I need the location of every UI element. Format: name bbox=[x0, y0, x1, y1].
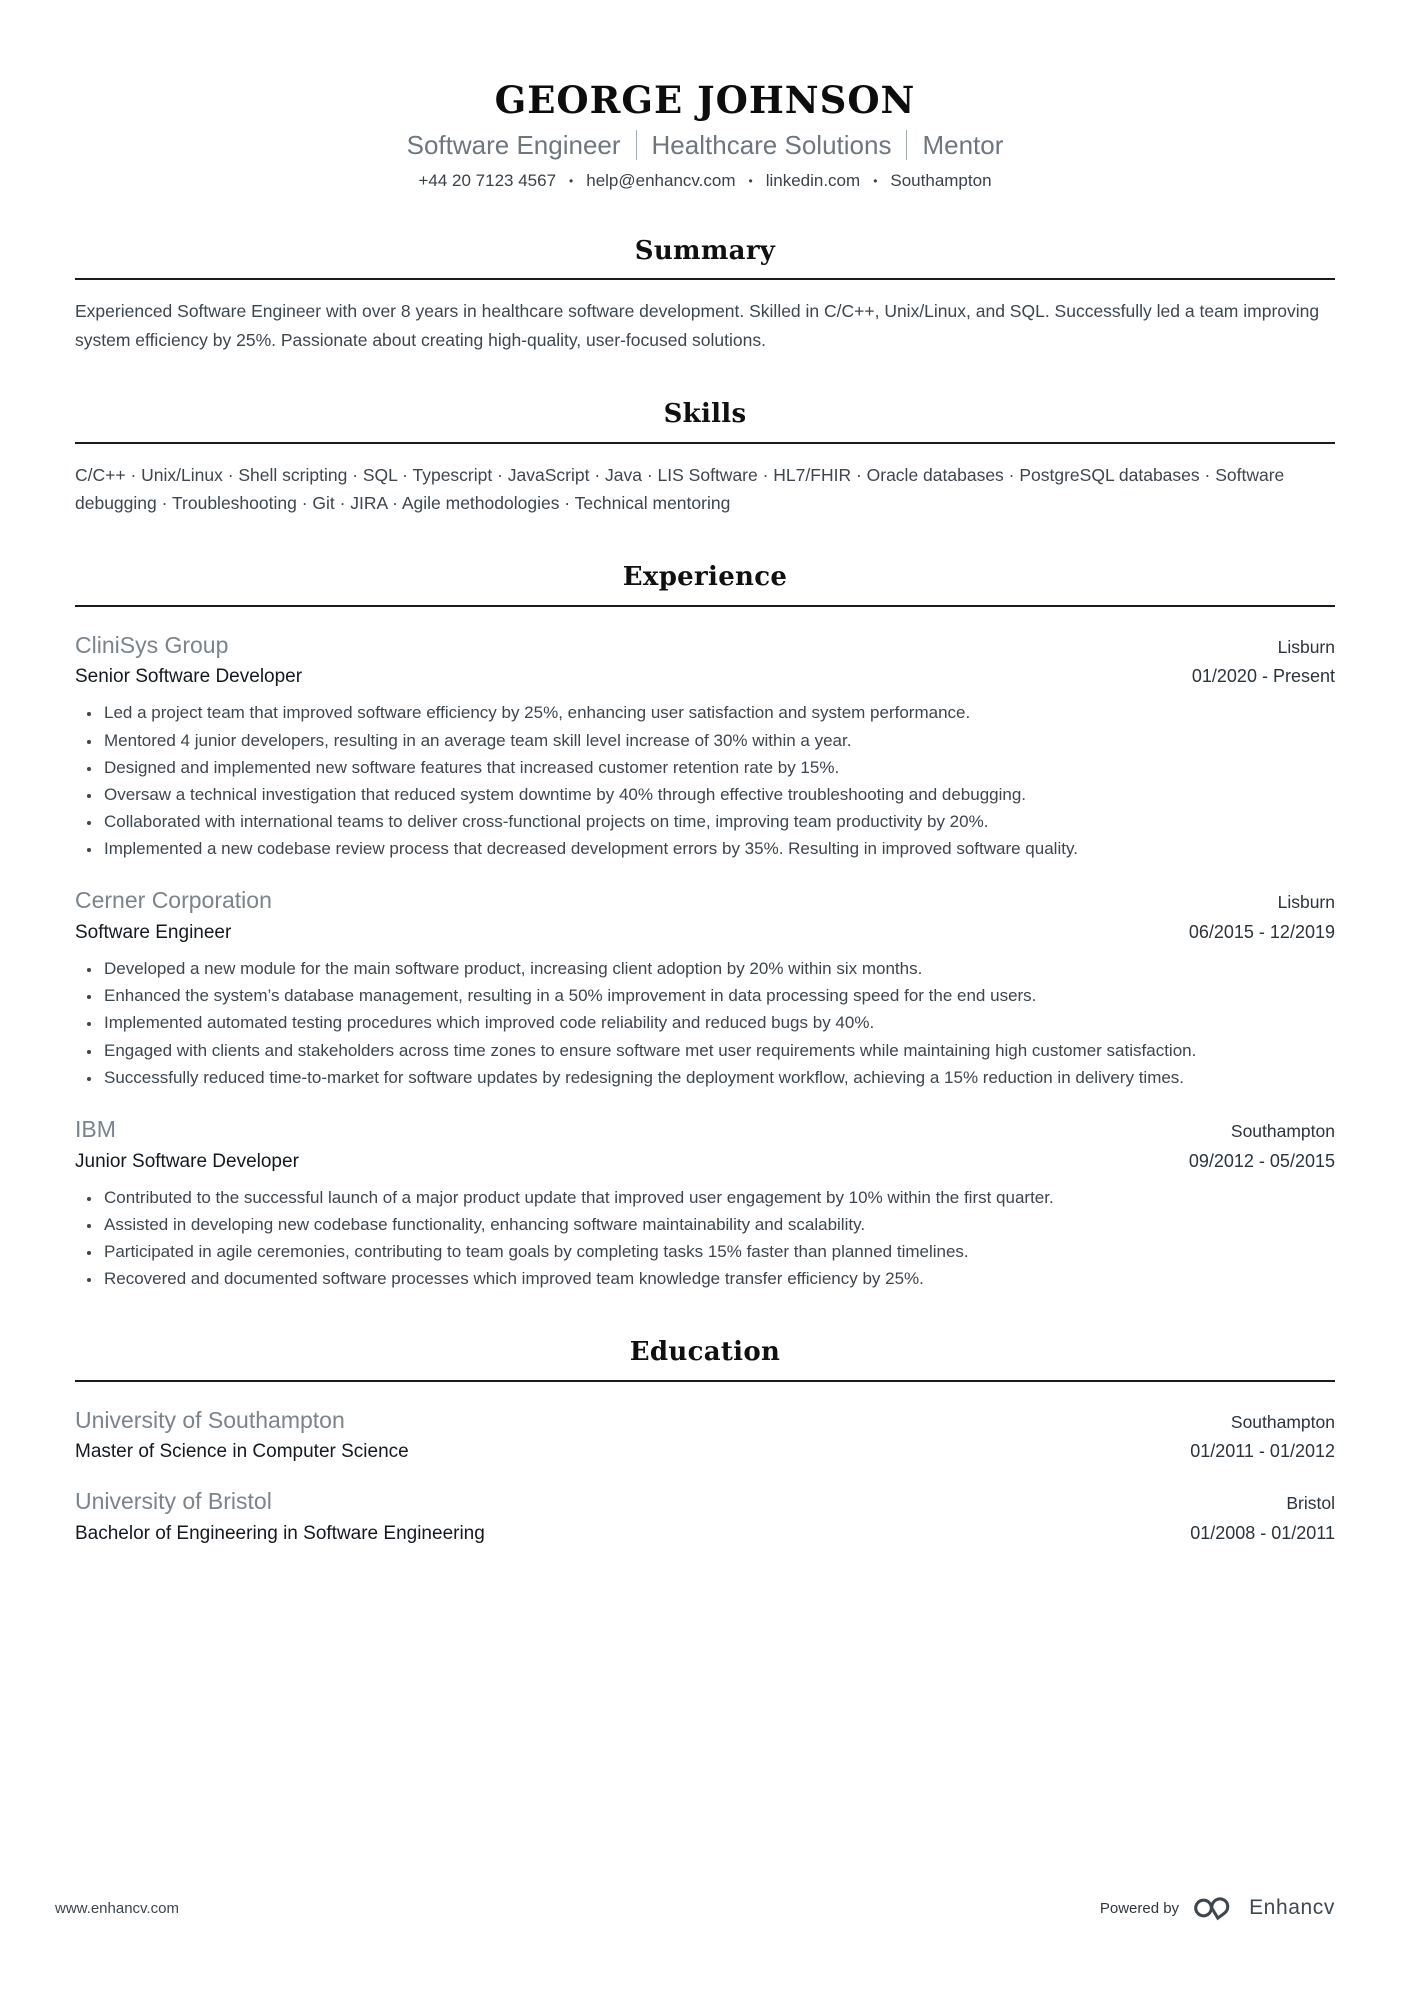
experience-bullet: • Participated in agile ceremonies, contributing to team goals by completing tasks 15% faster than planned timelines. bbox=[102, 1238, 1335, 1265]
job-role: Software Engineer bbox=[75, 922, 232, 944]
experience-bullet: • Designed and implemented new software features that increased customer retention rate by 15%. bbox=[102, 754, 1335, 781]
company-name: Cerner Corporation bbox=[75, 887, 272, 914]
experience-entry bbox=[75, 1116, 1335, 1292]
experience-bullet: • Oversaw a technical investigation that reduced system downtime by 40% through effective troubleshooting and debugging. bbox=[102, 781, 1335, 808]
section-rule bbox=[75, 605, 1335, 607]
experience-bullet: • Implemented automated testing procedures which improved code reliability and reduced bugs by 40%. bbox=[102, 1009, 1335, 1036]
company-location: Lisburn bbox=[1277, 636, 1335, 657]
page-footer bbox=[55, 1893, 1335, 1923]
company-name: CliniSys Group bbox=[75, 631, 229, 658]
job-dates: 01/2020 - Present bbox=[1191, 666, 1335, 687]
bullet-list bbox=[75, 955, 1335, 1091]
enhancv-brand-name: Enhancv bbox=[1249, 1896, 1335, 1919]
section-rule bbox=[75, 442, 1335, 444]
experience-bullet: • Developed a new module for the main software product, increasing client adoption by 20% within six months. bbox=[102, 955, 1335, 982]
skills-heading: Skills bbox=[663, 399, 747, 430]
experience-bullet: • Implemented a new codebase review process that decreased development errors by 35%. Resulting in improved software quality. bbox=[102, 835, 1335, 862]
bullet-separator: • bbox=[569, 173, 574, 188]
company-location: Southampton bbox=[1230, 1121, 1335, 1141]
bullet-list bbox=[75, 699, 1335, 862]
contact-phone[interactable]: +44 20 7123 4567 bbox=[418, 170, 557, 190]
experience-bullet: • Assisted in developing new codebase functionality, enhancing software maintainability and scalability. bbox=[102, 1211, 1335, 1238]
enhancv-url-link[interactable]: www.enhancv.com bbox=[55, 1899, 179, 1917]
contact-row bbox=[75, 171, 1335, 191]
title-part: Software Engineer bbox=[406, 129, 621, 160]
company-location: Lisburn bbox=[1277, 892, 1335, 913]
job-dates: 09/2012 - 05/2015 bbox=[1188, 1150, 1335, 1171]
experience-bullet: • Engaged with clients and stakeholders across time zones to ensure software met user requirements while maintaining high customer satisfaction. bbox=[102, 1037, 1335, 1064]
education-entry bbox=[75, 1407, 1335, 1464]
degree-dates: 01/2008 - 01/2011 bbox=[1190, 1523, 1335, 1544]
section-rule bbox=[75, 278, 1335, 280]
experience-entry bbox=[75, 632, 1335, 863]
degree-name: Bachelor of Engineering in Software Engineering bbox=[75, 1523, 485, 1545]
resume-header bbox=[75, 80, 1335, 191]
school-name: University of Southampton bbox=[75, 1406, 345, 1433]
experience-bullet: • Led a project team that improved software efficiency by 25%, enhancing user satisfaction and system performance. bbox=[102, 699, 1335, 726]
title-part: Mentor bbox=[922, 129, 1004, 160]
experience-bullet: • Successfully reduced time-to-market for software updates by redesigning the deployment workflow, achieving a 15% reduction in delivery times. bbox=[102, 1064, 1335, 1091]
skills-list: C/C++ · Unix/Linux · Shell scripting · SQL · Typescript · JavaScript · Java · LIS Software · HL7/FHIR · Oracle databases · PostgreSQL databases · Software debugging · Troubleshooting · Git · JIRA · Agile methodologies · Technical mentoring bbox=[75, 464, 1285, 513]
section-summary bbox=[75, 235, 1335, 354]
education-heading: Education bbox=[629, 1337, 781, 1368]
company-name: IBM bbox=[75, 1116, 116, 1142]
section-rule bbox=[75, 1380, 1335, 1382]
degree-name: Master of Science in Computer Science bbox=[75, 1441, 409, 1463]
experience-entry bbox=[75, 887, 1335, 1091]
person-name: GEORGE JOHNSON bbox=[494, 78, 916, 122]
experience-bullet: • Recovered and documented software processes which improved team knowledge transfer efficiency by 25%. bbox=[102, 1265, 1335, 1292]
experience-bullet: • Mentored 4 junior developers, resulting in an average team skill level increase of 30% within a year. bbox=[102, 727, 1335, 754]
contact-email-link[interactable]: help@enhancv.com bbox=[586, 170, 736, 190]
contact-linkedin-link[interactable]: linkedin.com bbox=[765, 170, 861, 190]
education-entry bbox=[75, 1488, 1335, 1545]
job-role: Senior Software Developer bbox=[75, 666, 303, 688]
section-education bbox=[75, 1336, 1335, 1545]
section-skills bbox=[75, 398, 1335, 517]
bullet-list bbox=[75, 1184, 1335, 1293]
school-name: University of Bristol bbox=[75, 1488, 272, 1515]
school-location: Bristol bbox=[1286, 1493, 1335, 1514]
experience-heading: Experience bbox=[622, 562, 788, 593]
degree-dates: 01/2011 - 01/2012 bbox=[1190, 1441, 1335, 1462]
summary-text: Experienced Software Engineer with over 8 years in healthcare software development. Skilled in C/C++, Unix/Linux, and SQL. Successfully led a team improving system efficiency by 25%. Passionate about creating high-quality, user-focused solutions. bbox=[75, 301, 1320, 350]
experience-bullet: • Enhanced the system’s database management, resulting in a 50% improvement in data processing speed for the end users. bbox=[102, 982, 1335, 1009]
powered-by-badge[interactable] bbox=[1100, 1893, 1335, 1923]
bullet-separator: • bbox=[748, 173, 753, 188]
section-experience bbox=[75, 561, 1335, 1292]
title-part: Healthcare Solutions bbox=[651, 129, 892, 160]
job-dates: 06/2015 - 12/2019 bbox=[1188, 922, 1335, 943]
experience-bullet: • Collaborated with international teams to deliver cross-functional projects on time, improving team productivity by 20%. bbox=[102, 808, 1335, 835]
powered-by-label: Powered by bbox=[1099, 1899, 1180, 1917]
divider bbox=[636, 130, 637, 160]
enhancv-infinity-logo-icon bbox=[1193, 1893, 1235, 1923]
divider bbox=[906, 130, 907, 160]
header-job-title bbox=[75, 130, 1335, 161]
experience-bullet: • Contributed to the successful launch of a major product update that improved user engagement by 10% within the first quarter. bbox=[102, 1184, 1335, 1211]
contact-location: Southampton bbox=[890, 170, 992, 190]
bullet-separator: • bbox=[873, 173, 878, 188]
school-location: Southampton bbox=[1230, 1411, 1335, 1432]
summary-heading: Summary bbox=[634, 235, 776, 266]
job-role: Junior Software Developer bbox=[75, 1150, 299, 1172]
